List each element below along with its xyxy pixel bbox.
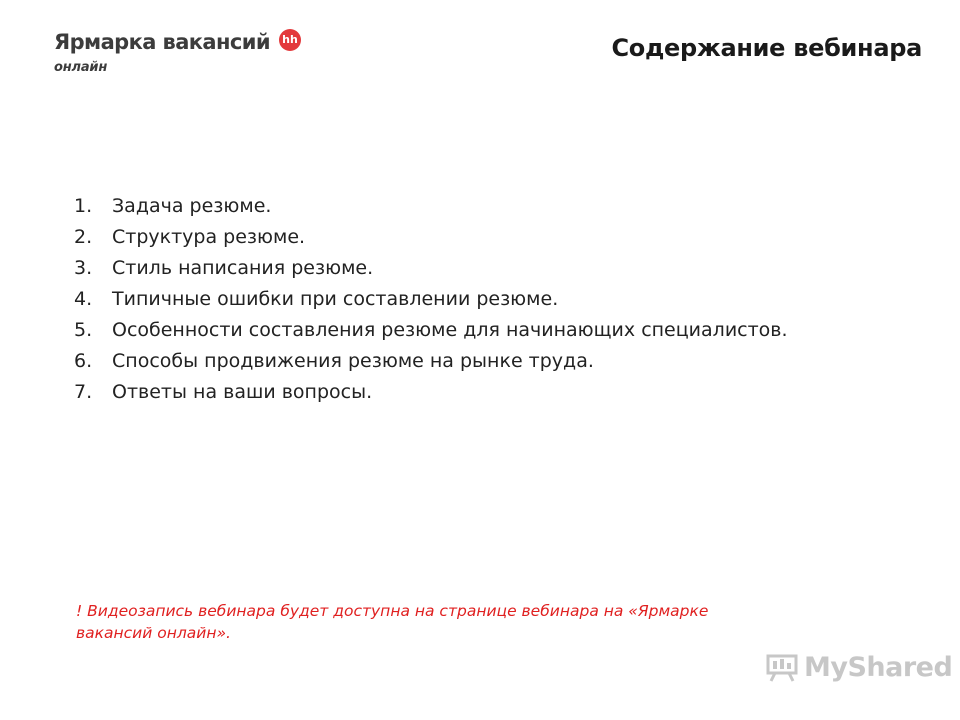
agenda-item-text: Особенности составления резюме для начинающих специалистов. (112, 319, 788, 341)
agenda-item-number: 7. (74, 381, 93, 403)
presentation-board-icon (766, 654, 798, 682)
agenda-item-number: 2. (74, 226, 93, 248)
agenda-item-text: Структура резюме. (112, 226, 306, 248)
agenda-item-text: Ответы на ваши вопросы. (112, 381, 373, 403)
agenda-item-text: Задача резюме. (112, 195, 272, 217)
logo-title: Ярмарка вакансий (54, 30, 270, 54)
agenda-item-text: Типичные ошибки при составлении резюме. (112, 288, 559, 310)
logo-subtitle: онлайн (54, 60, 108, 75)
agenda-item-number: 6. (74, 350, 93, 372)
agenda-item (74, 257, 794, 280)
page-title: Содержание вебинара (611, 34, 922, 62)
agenda-item (74, 195, 794, 218)
agenda-item-number: 5. (74, 319, 93, 341)
watermark-text: MyShared (804, 652, 953, 683)
agenda-list (74, 195, 794, 412)
watermark (766, 652, 952, 683)
agenda-item-number: 3. (74, 257, 93, 279)
agenda-item (74, 288, 794, 311)
agenda-item (74, 350, 794, 373)
agenda-item-number: 4. (74, 288, 93, 310)
logo-row (54, 30, 301, 54)
agenda-item-text: Стиль написания резюме. (112, 257, 374, 279)
agenda-item (74, 226, 794, 249)
recording-note: ! Видеозапись вебинара будет доступна на странице вебинара на «Ярмарке вакансий онлайн». (76, 602, 709, 642)
logo (54, 30, 301, 75)
agenda-item (74, 381, 794, 404)
agenda-item-text: Способы продвижения резюме на рынке труда. (112, 350, 594, 372)
agenda-item-number: 1. (74, 195, 93, 217)
hh-badge-icon: hh (279, 29, 301, 51)
agenda-item (74, 319, 794, 342)
